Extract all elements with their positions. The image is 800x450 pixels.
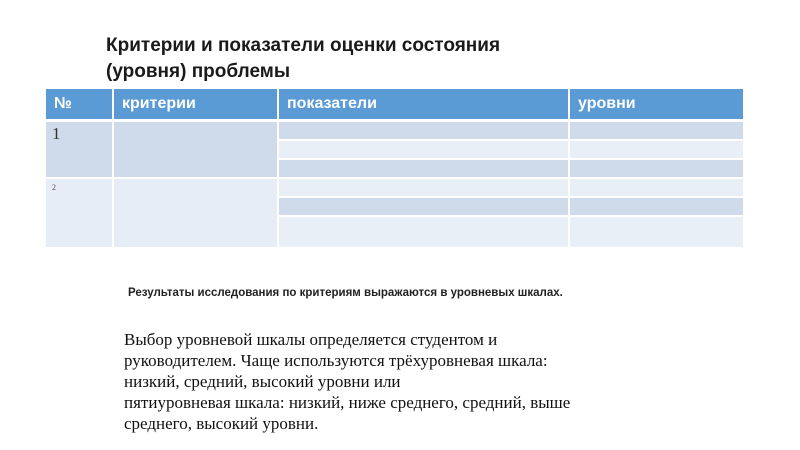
slide-title-line-2: (уровня) проблемы bbox=[106, 61, 291, 82]
criteria-cell bbox=[113, 121, 278, 179]
body-line-5: среднего, высокий уровни. bbox=[124, 414, 319, 433]
table-row bbox=[46, 178, 743, 197]
body-line-4: пятиуровневая шкала: низкий, ниже среднего, средний, выше bbox=[124, 393, 571, 412]
criteria-table bbox=[46, 89, 743, 249]
level-cell bbox=[569, 178, 743, 197]
body-line-2: руководителем. Чаще используются трёхуровневая шкала: bbox=[124, 351, 548, 370]
criteria-cell bbox=[113, 178, 278, 248]
level-cell bbox=[569, 121, 743, 141]
indicator-cell bbox=[278, 178, 569, 197]
header-number: № bbox=[46, 89, 113, 121]
level-cell bbox=[569, 159, 743, 178]
results-note: Результаты исследования по критериям выражаются в уровневых шкалах. bbox=[128, 287, 563, 299]
indicator-cell bbox=[278, 216, 569, 248]
header-levels: уровни bbox=[569, 89, 743, 121]
level-cell bbox=[569, 140, 743, 159]
level-cell bbox=[569, 197, 743, 216]
table-row bbox=[46, 121, 743, 141]
level-cell bbox=[569, 216, 743, 248]
row-number-1: 1 bbox=[46, 121, 113, 179]
indicator-cell bbox=[278, 197, 569, 216]
body-line-1: Выбор уровневой шкалы определяется студентом и bbox=[124, 330, 498, 349]
slide-title-line-1: Критерии и показатели оценки состояния bbox=[106, 35, 501, 56]
header-criteria: критерии bbox=[113, 89, 278, 121]
body-paragraph bbox=[124, 329, 764, 434]
indicator-cell bbox=[278, 140, 569, 159]
slide-title bbox=[106, 33, 726, 85]
row-number-2: 2 bbox=[46, 178, 113, 248]
body-line-3: низкий, средний, высокий уровни или bbox=[124, 372, 401, 391]
header-indicators: показатели bbox=[278, 89, 569, 121]
table-header-row bbox=[46, 89, 743, 121]
indicator-cell bbox=[278, 121, 569, 141]
indicator-cell bbox=[278, 159, 569, 178]
